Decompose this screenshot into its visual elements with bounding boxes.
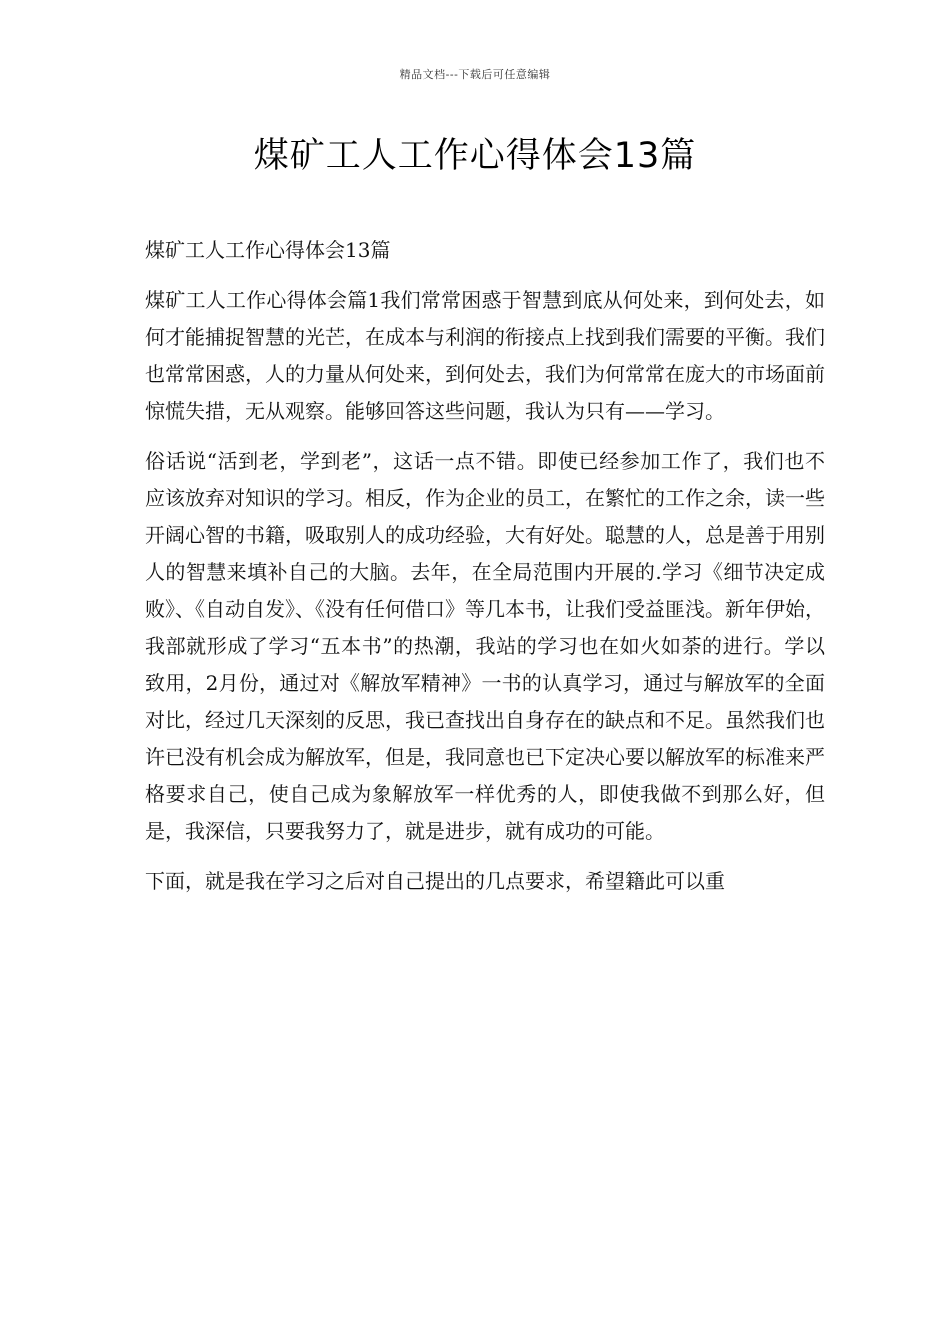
paragraph: 煤矿工人工作心得体会篇1我们常常困惑于智慧到底从何处来，到何处去，如何才能捕捉智慧的光芒，在成本与利润的衔接点上找到我们需要的平衡。我们也常常困惑，人的力量从何处来，到何处去，我们为何常常在庞大的市场面前惊慌失措，无从观察。能够回答这些问题，我认为只有——学习。 bbox=[145, 288, 825, 423]
paragraph: 俗话说“活到老，学到老”，这话一点不错。即使已经参加工作了，我们也不应该放弃对知识的学习。相反，作为企业的员工，在繁忙的工作之余，读一些开阔心智的书籍，吸取别人的成功经验，大有好处。聪慧的人，总是善于用别人的智慧来填补自己的大脑。去年，在全局范围内开展的.学习《细节决定成败》、《自动自发》、《没有任何借口》等几本书，让我们受益匪浅。新年伊始，我部就形成了学习“五本书”的热潮，我站的学习也在如火如荼的进行。学以致用，2月份，通过对《解放军精神》一书的认真学习，通过与解放军的全面对比，经过几天深刻的反思，我已查找出自身存在的缺点和不足。虽然我们也许已没有机会成为解放军，但是，我同意也已下定决心要以解放军的标准来严格要求自己，使自己成为象解放军一样优秀的人，即使我做不到那么好，但是，我深信，只要我努力了，就是进步，就有成功的可能。 bbox=[145, 449, 825, 843]
header-note: 精品文档---下载后可任意编辑 bbox=[399, 68, 551, 81]
document-title: 煤矿工人工作心得体会13篇 bbox=[253, 136, 697, 176]
document-subtitle: 煤矿工人工作心得体会13篇 bbox=[145, 238, 391, 262]
paragraph: 下面，就是我在学习之后对自己提出的几点要求，希望籍此可以重 bbox=[145, 869, 725, 893]
document-body bbox=[145, 232, 825, 913]
